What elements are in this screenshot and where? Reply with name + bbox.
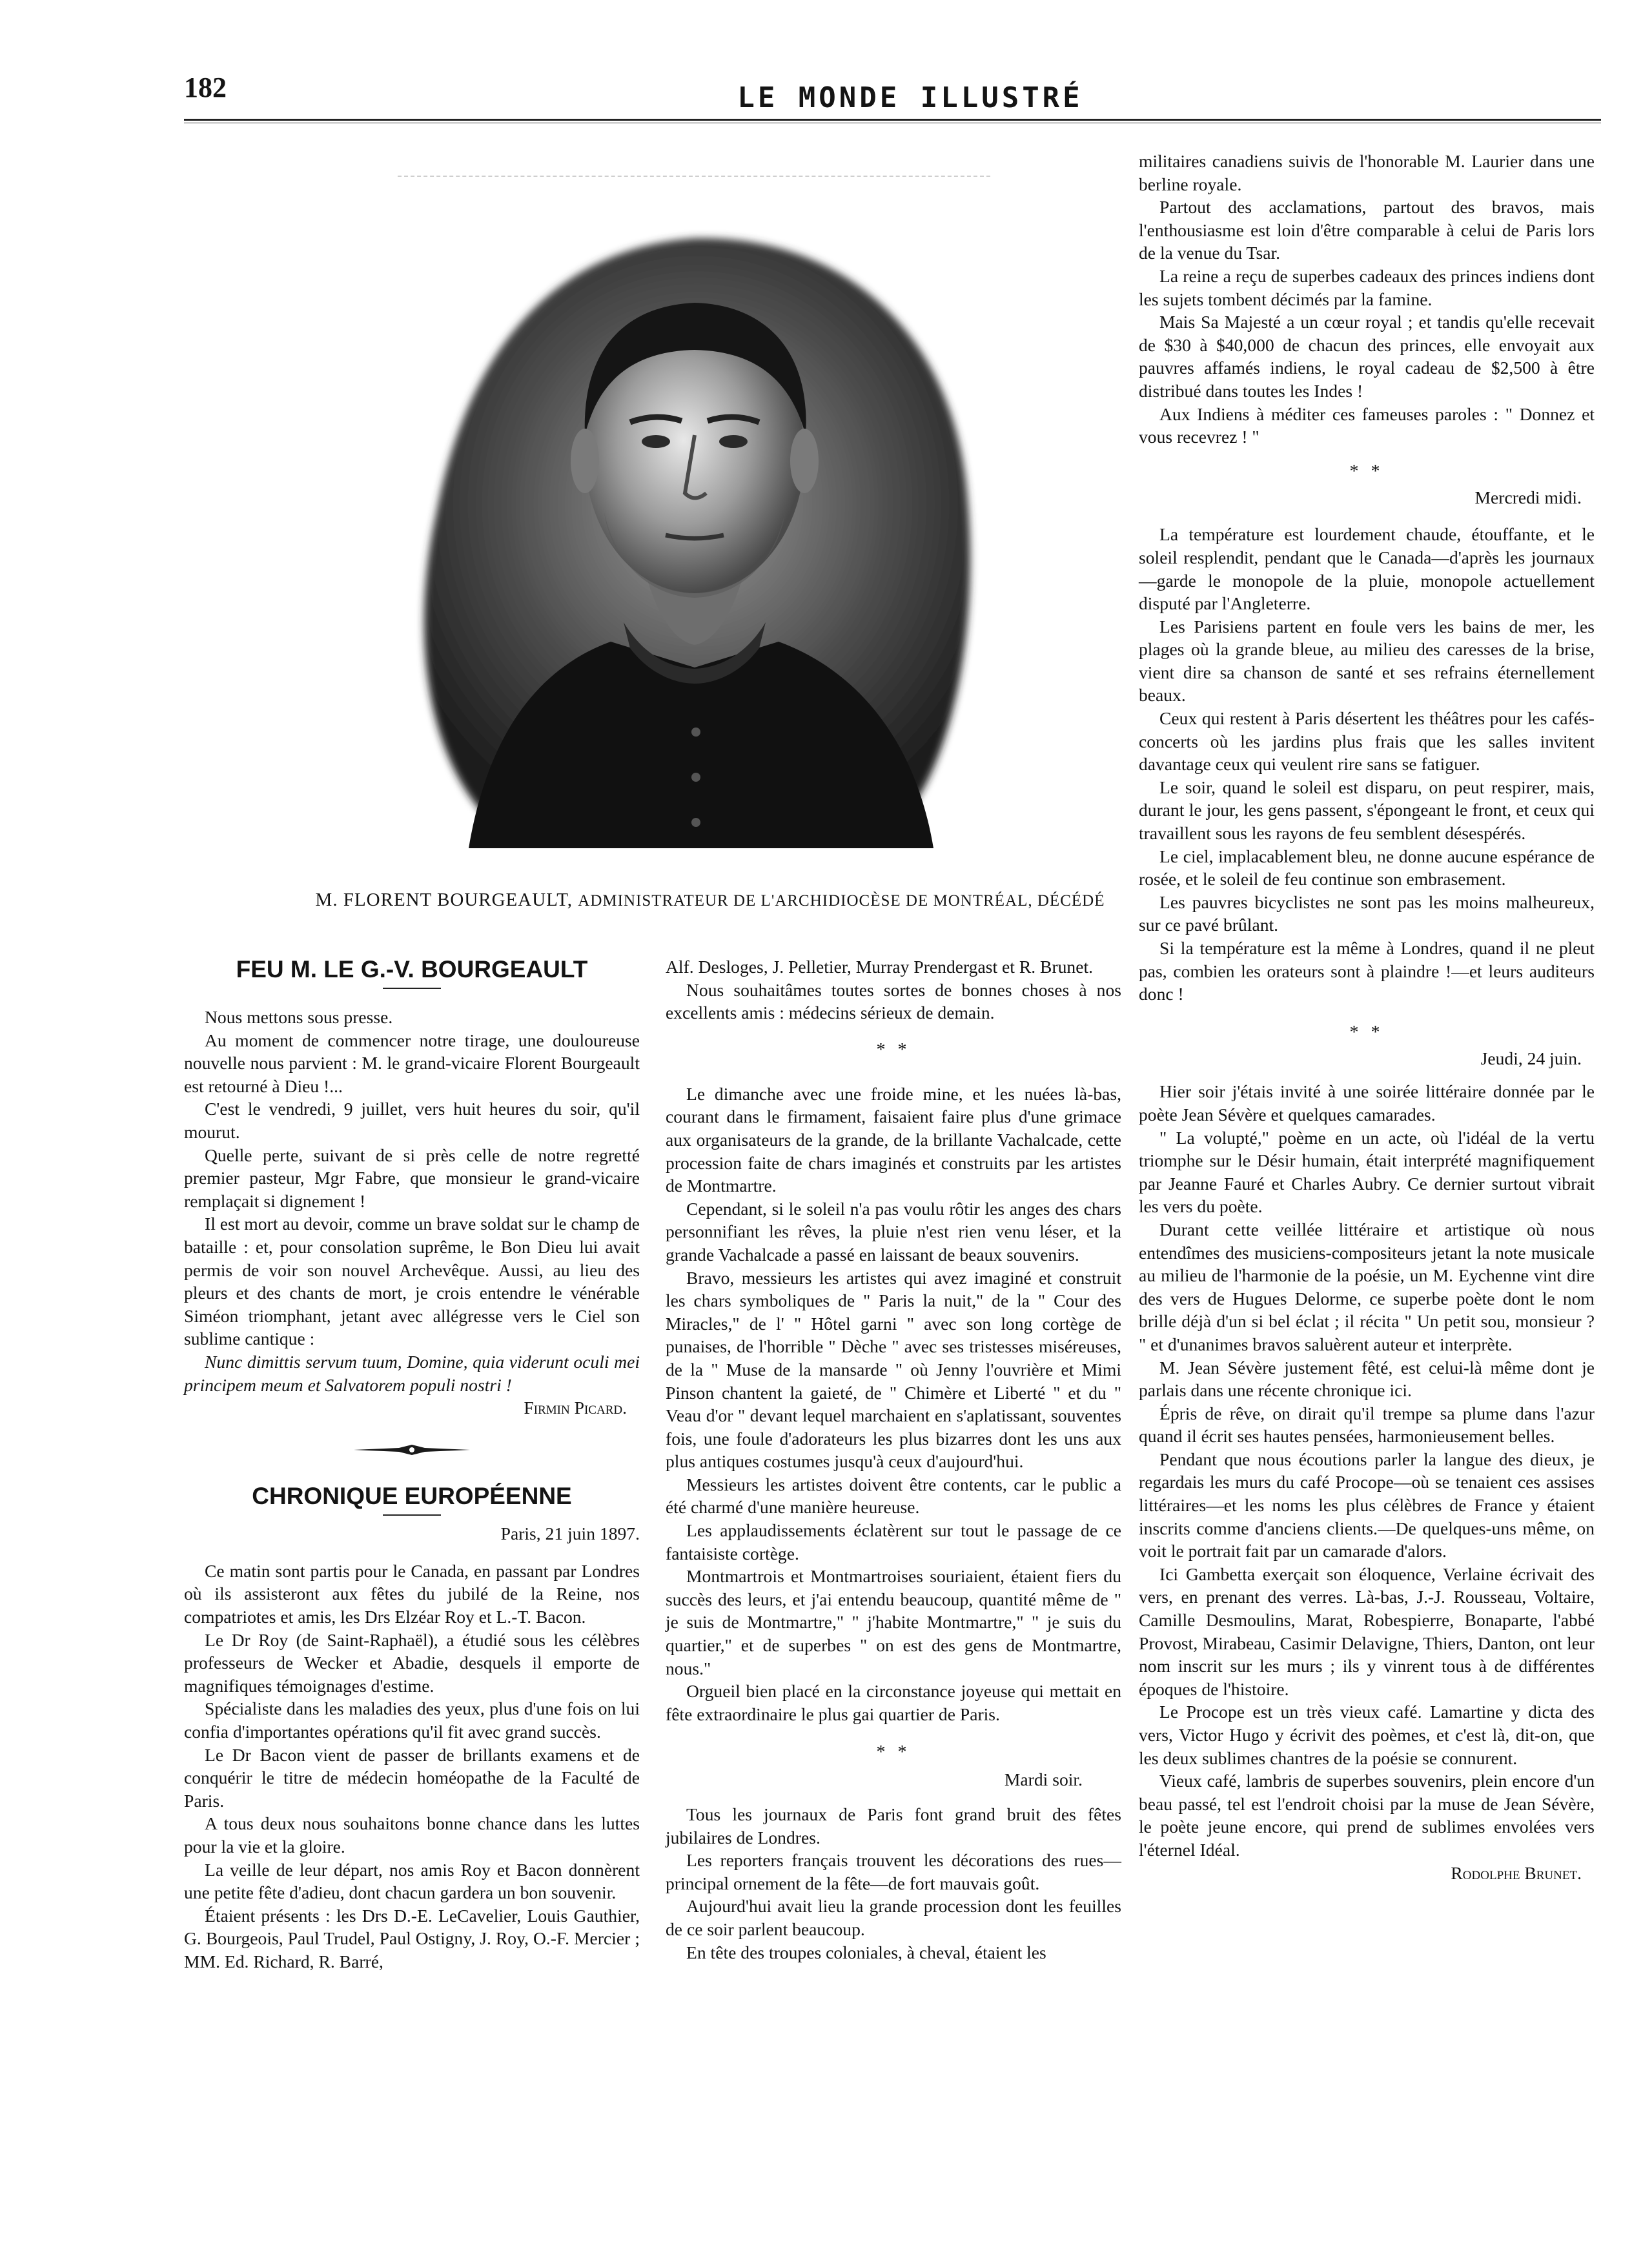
portrait-photo (398, 176, 990, 871)
paragraph: Hier soir j'étais invité à une soirée littéraire donnée par le poète Jean Sévère et quelques camarades. (1139, 1081, 1595, 1125)
article-title-bourgeault: FEU M. LE G.-V. BOURGEAULT (236, 956, 588, 982)
section-stars: * * (1349, 461, 1384, 482)
paragraph: Ce matin sont partis pour le Canada, en passant par Londres où ils assisteront aux fêtes du jubilé de la Reine, nos compatriotes et amis, les Drs Elzéar Roy et L.-T. Bacon. (184, 1560, 640, 1627)
paragraph: Spécialiste dans les maladies des yeux, plus d'une fois on lui confia d'importantes opérations qu'il fit avec grand succès. (184, 1698, 640, 1742)
paragraph: La température est lourdement chaude, étouffante, et le soleil resplendit, pendant que le Canada—d'après les journaux—garde le monopole de la pluie, monopole actuellement disputé par l'Angleterre. (1139, 524, 1595, 614)
paragraph: Durant cette veillée littéraire et artistique où nous entendîmes des musiciens-compositeurs jetant la note musicale au milieu de l'harmonie de la poésie, un M. Eychenne vint dire des vers de Hugues Delorme, ce superbe poète dont le nom brille déjà d'un si bel éclat ; il récita " Un petit sou, monsieur ? " et d'unanimes bravos saluèrent auteur et interprète. (1139, 1219, 1595, 1354)
paragraph: " La volupté," poème en un acte, où l'idéal de la vertu triomphe sur le Désir humain, était interprété magnifiquement par Jeanne Fauré et Charles Aubry. Ce dernier surtout vibrait les vers du poète. (1139, 1127, 1595, 1217)
page-number: 182 (184, 72, 227, 103)
column-2 (666, 955, 1121, 1964)
dateline: Mardi soir. (1004, 1769, 1083, 1790)
paragraph: Mais Sa Majesté a un cœur royal ; et tandis qu'elle recevait de $30 à $40,000 de chacun des princes, elle envoyait aux pauvres affamés indiens, le royal cadeau de $2,500 à être distribué dans toutes les Indes ! (1139, 312, 1595, 401)
paragraph: Les Parisiens partent en foule vers les bains de mer, les plages où la grande bleue, au milieu des caresses de la brise, vient dire sa chanson de santé et ses refrains éternellement beaux. (1139, 616, 1595, 706)
paragraph: Bravo, messieurs les artistes qui avez imaginé et construit les chars symboliques de " Paris la nuit," de la " Cour des Miracles," de l' " Hôtel garni " avec son long cortège de punaises, de l'horrible " Dèche " avec ses tristesses miséreuses, de la " Muse de la mansarde " où Jenny l'ouvrière et Mimi Pinson chantent la gaieté, de " Chimère et Liberté " et du " Veau d'or " devant lequel marchaient en s'aplatissant, souventes fois, une foule d'adorateurs les plus bizarres dont les uns aux plus antiques costumes jusqu'à ceux d'aujourd'hui. (666, 1267, 1121, 1472)
paragraph: Étaient présents : les Drs D.-E. LeCavelier, Louis Gauthier, G. Bourgeois, Paul Trudel, Paul Ostigny, J. Roy, O.-F. Mercier ; MM. Ed. Richard, R. Barré, (184, 1905, 640, 1971)
paragraph: C'est le vendredi, 9 juillet, vers huit heures du soir, qu'il mourut. (184, 1099, 640, 1142)
ornament-divider (184, 1438, 640, 1461)
paragraph: militaires canadiens suivis de l'honorable M. Laurier dans une berline royale. (1139, 151, 1595, 194)
column-3 (1139, 150, 1595, 1884)
portrait-caption (245, 890, 1175, 911)
paragraph: Messieurs les artistes doivent être contents, car le public a été charmé d'une manière heureuse. (666, 1474, 1121, 1518)
caption-name: M. FLORENT BOURGEAULT, (315, 890, 573, 910)
latin-quote: Nunc dimittis servum tuum, Domine, quia viderunt oculi mei principem meum et Salvatorem populi nostri ! (184, 1351, 640, 1395)
paragraph: Montmartrois et Montmartroises souriaient, étaient fiers du succès des leurs, et j'ai entendu beaucoup, quantité même de " je suis de Montmartre," " j'habite Montmartre," " je suis du quartier," et de superbes " on est des gens de Montmartre, nous." (666, 1566, 1121, 1678)
column-1 (184, 955, 640, 1973)
paragraph: Les applaudissements éclatèrent sur tout le passage de ce fantaisiste cortège. (666, 1520, 1121, 1563)
section-stars: * * (876, 1039, 911, 1060)
ornament-icon (354, 1445, 470, 1455)
portrait-illustration (398, 177, 990, 871)
paragraph: A tous deux nous souhaitons bonne chance dans les luttes pour la vie et la gloire. (184, 1813, 640, 1857)
paragraph: La reine a reçu de superbes cadeaux des princes indiens dont les sujets tombent décimés par la famine. (1139, 265, 1595, 309)
title-rule (383, 1514, 441, 1516)
paragraph: Aujourd'hui avait lieu la grande procession dont les feuilles de ce soir parlent beaucoup. (666, 1896, 1121, 1939)
paragraph: Partout des acclamations, partout des bravos, mais l'enthousiasme est loin d'être comparable à celui de Paris lors de la venue du Tsar. (1139, 197, 1595, 263)
paragraph: Nous souhaitâmes toutes sortes de bonnes choses à nos excellents amis : médecins sérieux de demain. (666, 979, 1121, 1023)
paragraph: Cependant, si le soleil n'a pas voulu rôtir les anges des chars personnifiant les rêves, la pluie n'est rien venu léser, et la grande Vachalcade a passé en laissant de beaux souvenirs. (666, 1198, 1121, 1265)
paragraph: Le Dr Roy (de Saint-Raphaël), a étudié sous les célèbres professeurs de Wecker et Abadie, desquels il emporte de magnifiques témoignages d'estime. (184, 1629, 640, 1696)
paragraph: Quelle perte, suivant de si près celle de notre regretté premier pasteur, Mgr Fabre, que monsieur le grand-vicaire remplaçait si dignement ! (184, 1145, 640, 1211)
paragraph: Le soir, quand le soleil est disparu, on peut respirer, mais, durant le jour, les gens passent, s'épongeant le front, et ceux qui travaillent sous les rayons de feu semblent désespérés. (1139, 777, 1595, 844)
paragraph: Le ciel, implacablement bleu, ne donne aucune espérance de rosée, et le soleil de feu continue son embrasement. (1139, 846, 1595, 890)
paragraph: Le dimanche avec une froide mine, et les nuées là-bas, courant dans le firmament, faisaient faire plus d'une grimace aux organisateurs de la grande, de la brillante Vachalcade, cette procession faite de chars imaginés et construits par les artistes de Montmartre. (666, 1083, 1121, 1196)
paragraph: Pendant que nous écoutions parler la langue des dieux, je regardais les murs du café Procope—où se tenaient ces assises littéraires—et les noms les plus célèbres de France y étaient inscrits comme d'anciens clients.—De quelques-uns même, on voit le portrait fait par un camarade d'alors. (1139, 1449, 1595, 1562)
paragraph: Nous mettons sous presse. (205, 1007, 393, 1027)
dateline: Mercredi midi. (1474, 487, 1582, 507)
paragraph: Vieux café, lambris de superbes souvenirs, plein encore d'un beau passé, tel est l'endroit choisi par la muse de Jean Sévère, le poète jeune encore, qui prend de sublimes envolées vers l'éternel Idéal. (1139, 1771, 1595, 1860)
header-rule (184, 119, 1601, 121)
section-stars: * * (876, 1742, 911, 1763)
caption-title: ADMINISTRATEUR DE L'ARCHIDIOCÈSE DE MONTRÉAL, DÉCÉDÉ (578, 892, 1105, 910)
paragraph: Les reporters français trouvent les décorations des rues—principal ornement de la fête—de fort mauvais goût. (666, 1850, 1121, 1893)
paragraph: Au moment de commencer notre tirage, une douloureuse nouvelle nous parvient : M. le grand-vicaire Florent Bourgeault est retourné à Dieu !... (184, 1030, 640, 1096)
paragraph: Les pauvres bicyclistes ne sont pas les moins malheureux, sur ce pavé brûlant. (1139, 891, 1595, 935)
paragraph: Épris de rêve, on dirait qu'il trempe sa plume dans l'azur quand il écrit ses hautes pensées, harmonieusement belles. (1139, 1403, 1595, 1447)
paragraph: M. Jean Sévère justement fêté, est celui-là même dont je parlais dans une récente chronique ici. (1139, 1357, 1595, 1401)
dateline: Jeudi, 24 juin. (1480, 1048, 1582, 1068)
paragraph: Orgueil bien placé en la circonstance joyeuse qui mettait en fête extraordinaire le plus gai quartier de Paris. (666, 1681, 1121, 1724)
paragraph: Le Procope est un très vieux café. Lamartine y dicta des vers, Victor Hugo y écrivit des poèmes, et c'est là, dit-on, que les deux sublimes chantres de la poésie se connurent. (1139, 1702, 1595, 1768)
paragraph: Si la température est la même à Londres, quand il ne pleut pas, combien les orateurs sont à plaindre !—et leurs auditeurs donc ! (1139, 938, 1595, 1004)
section-stars: * * (1349, 1022, 1384, 1043)
paragraph: Il est mort au devoir, comme un brave soldat sur le champ de bataille : et, pour consolation suprême, le Bon Dieu lui avait permis de voir son nouvel Archevêque. Aussi, au lieu des pleurs et des chants de mort, je crois entendre le vénérable Siméon triomphant, jetant avec allégresse vers le Ciel son sublime cantique : (184, 1214, 640, 1349)
signature-picard: Firmin Picard. (524, 1398, 627, 1418)
paragraph: La veille de leur départ, nos amis Roy et Bacon donnèrent une petite fête d'adieu, dont chacun gardera un bon souvenir. (184, 1859, 640, 1903)
dateline: Paris, 21 juin 1897. (500, 1523, 640, 1544)
paragraph: Tous les journaux de Paris font grand bruit des fêtes jubilaires de Londres. (666, 1804, 1121, 1848)
paragraph: Aux Indiens à méditer ces fameuses paroles : " Donnez et vous recevrez ! " (1139, 403, 1595, 447)
signature-brunet: Rodolphe Brunet. (1451, 1862, 1582, 1883)
paragraph: En tête des troupes coloniales, à cheval, étaient les (686, 1942, 1046, 1962)
title-rule (383, 988, 441, 989)
paragraph: Ceux qui restent à Paris désertent les théâtres pour les cafés-concerts où les jardins plus frais que les salles invitent davantage ceux qui veulent rire sans se fatiguer. (1139, 708, 1595, 775)
paragraph: Ici Gambetta exerçait son éloquence, Verlaine écrivait des vers, en prenant des verres. Là-bas, J.-J. Rousseau, Voltaire, Camille Desmoulins, Marat, Robespierre, Bonaparte, l'abbé Provost, Mirabeau, Casimir Delavigne, Thiers, Danton, ont leur nom inscrit sur les murs ; ils y vinrent tous à de différentes époques de l'histoire. (1139, 1563, 1595, 1699)
masthead: LE MONDE ILLUSTRÉ (737, 81, 1083, 114)
article-title-chronique: CHRONIQUE EUROPÉENNE (252, 1483, 572, 1510)
paragraph: Alf. Desloges, J. Pelletier, Murray Prendergast et R. Brunet. (666, 957, 1094, 977)
paragraph: Le Dr Bacon vient de passer de brillants examens et de conquérir le titre de médecin homéopathe de la Faculté de Paris. (184, 1744, 640, 1811)
